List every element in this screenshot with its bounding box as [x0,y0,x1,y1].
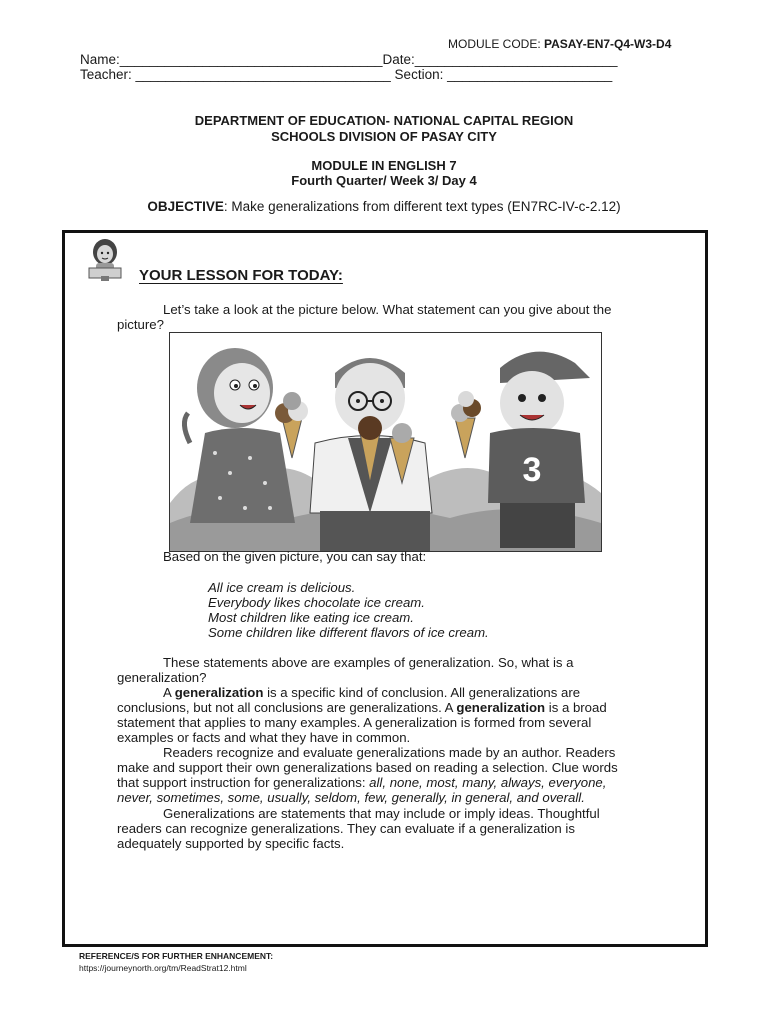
para4-line2: readers can recognize generalizations. They can evaluate if a generalization is [117,821,575,836]
para2-line3: statement that applies to many examples. A generalization is formed from several [117,715,592,730]
para2-line2 [117,700,607,715]
statement-3: Most children like eating ice cream. [208,610,414,625]
para3-line3-a: that support instruction for generalizations: [117,775,370,790]
statement-2: Everybody likes chocolate ice cream. [208,595,425,610]
objective [0,199,768,214]
module-code-value: PASAY-EN7-Q4-W3-D4 [544,37,672,51]
para1-line1: These statements above are examples of generalization. So, what is a [163,655,574,670]
intro-line-1: Let’s take a look at the picture below. What statement can you give about the [163,302,612,317]
teacher-section-line: Teacher: __________________________________ Section: ______________________ [80,67,613,82]
para1-line2: generalization? [117,670,207,685]
statement-4: Some children like different flavors of ice cream. [208,625,489,640]
reference-url[interactable]: https://journeynorth.org/tm/ReadStrat12.html [79,963,247,973]
quarter-title: Fourth Quarter/ Week 3/ Day 4 [291,173,477,188]
shirt-number: 3 [522,451,542,489]
statement-1: All ice cream is delicious. [208,580,356,595]
clue-words-1: all, none, most, many, always, everyone, [369,775,607,790]
para2-line1-a: A [163,685,175,700]
based-on-text: Based on the given picture, you can say that: [163,549,427,564]
module-code [448,37,671,51]
objective-label: OBJECTIVE [147,199,224,214]
clue-words-2: never, sometimes, some, usually, seldom, few, generally, in general, and overall. [117,790,585,805]
para3-line2: make and support their own generalizations based on reading a selection. Clue words [117,760,618,775]
objective-text: : Make generalizations from different text types (EN7RC-IV-c-2.12) [223,199,621,214]
intro-line-2: picture? [117,317,164,332]
para3-line1: Readers recognize and evaluate generalizations made by an author. Readers [163,745,616,760]
para4-line3: adequately supported by specific facts. [117,836,345,851]
para2-line1 [163,685,580,700]
module-title: MODULE IN ENGLISH 7 [311,158,457,173]
para2-line2-b: is a broad [545,700,607,715]
division-title: SCHOOLS DIVISION OF PASAY CITY [271,129,497,144]
module-code-label: MODULE CODE: [448,37,545,51]
lesson-heading: YOUR LESSON FOR TODAY: [139,267,343,284]
generalization-term-2: generalization [456,700,546,715]
para2-line1-b: is a specific kind of conclusion. All generalizations are [263,685,581,700]
department-title: DEPARTMENT OF EDUCATION- NATIONAL CAPITAL REGION [194,113,574,128]
para2-line2-a: conclusions, but not all conclusions are generalizations. A [117,700,457,715]
para2-line4: examples or facts and what they have in common. [117,730,411,745]
name-date-line: Name:___________________________________Date:___________________________ [80,52,618,67]
generalization-term: generalization [174,685,264,700]
reference-label: REFERENCE/S FOR FURTHER ENHANCEMENT: [79,951,274,961]
children-ice-cream-picture [169,332,602,552]
teacher-avatar-icon [85,238,125,282]
para3-line3 [117,775,606,790]
para4-line1: Generalizations are statements that may include or imply ideas. Thoughtful [163,806,600,821]
